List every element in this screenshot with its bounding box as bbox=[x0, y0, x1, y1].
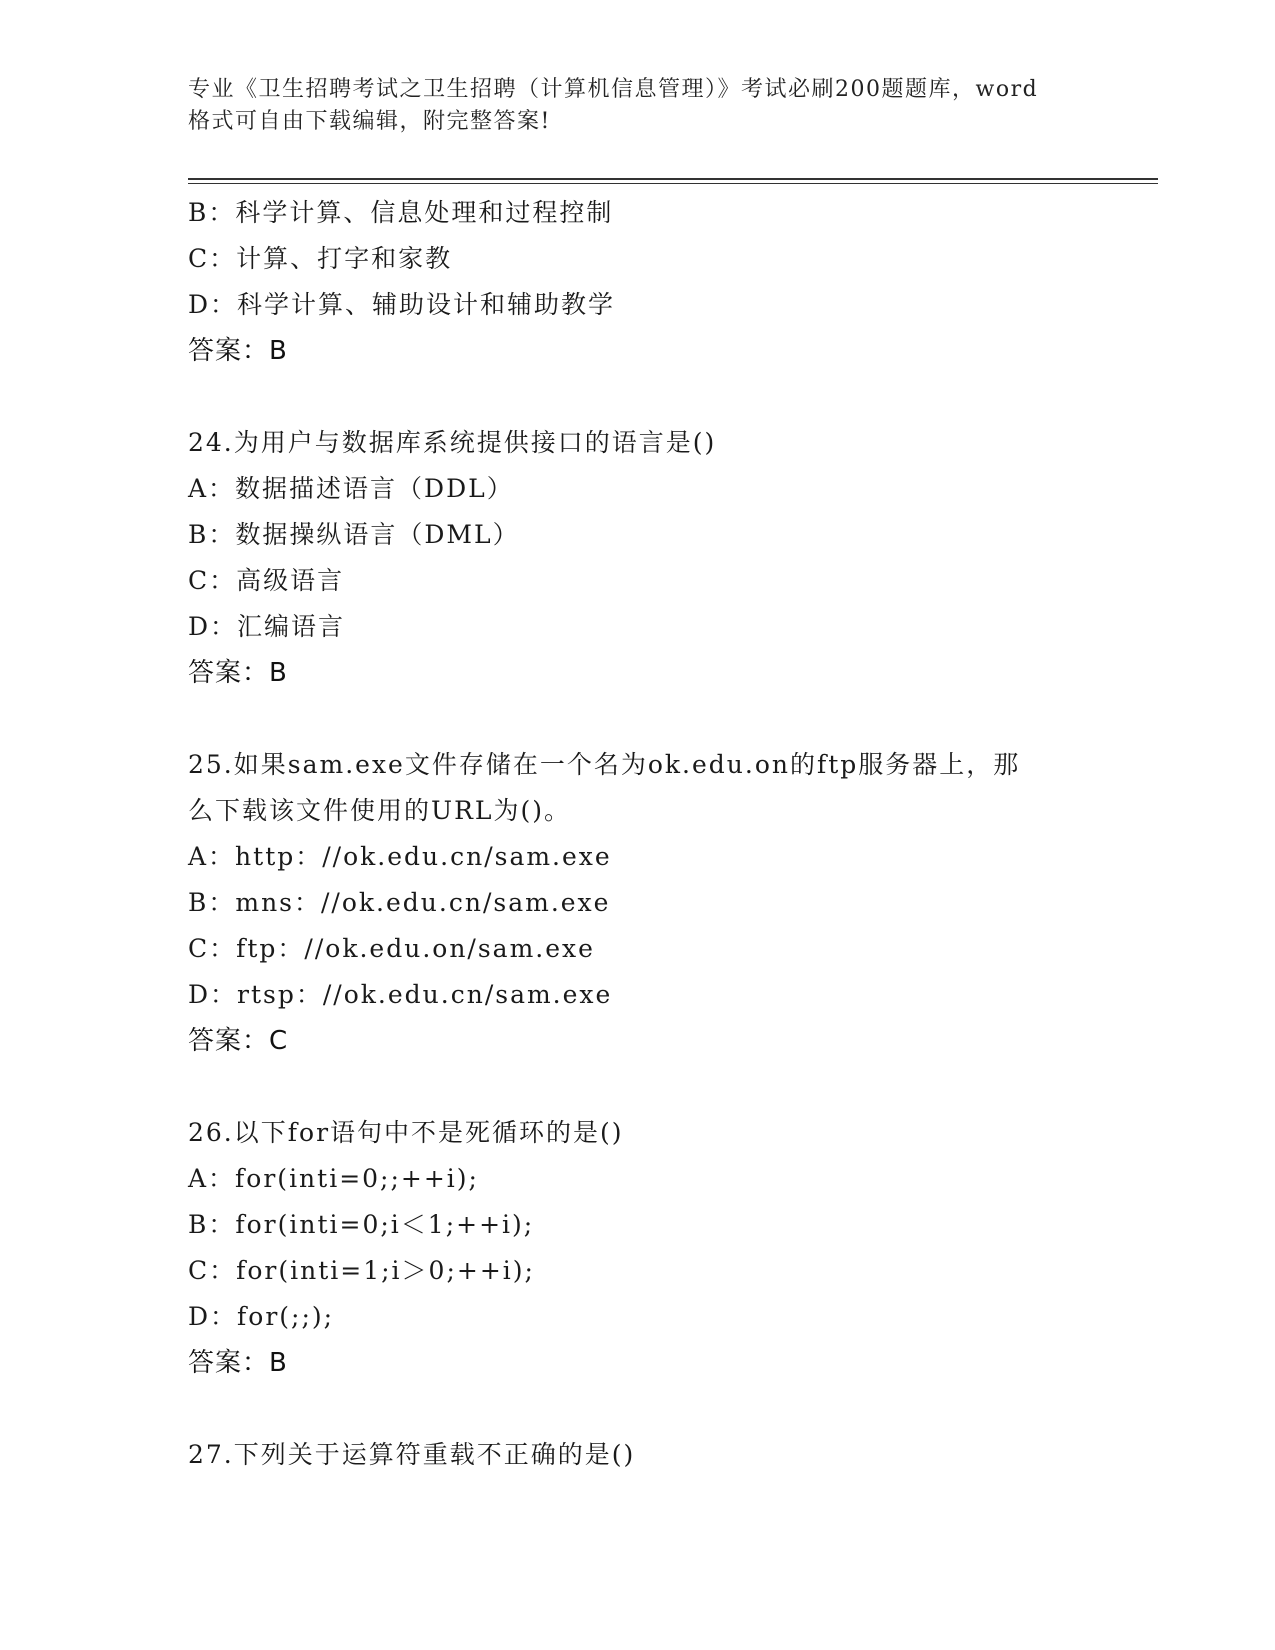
option-d: D：rtsp：//ok.edu.cn/sam.exe bbox=[188, 980, 613, 1009]
option-d: D：for(;;); bbox=[188, 1302, 335, 1331]
option-c: C：for(inti=1;i＞0;++i); bbox=[188, 1256, 535, 1285]
question-27 bbox=[188, 1432, 1088, 1478]
question-text-line-1: 25.如果sam.exe文件存储在一个名为ok.edu.on的ftp服务器上，那 bbox=[188, 750, 1021, 779]
spacer bbox=[188, 1064, 1088, 1110]
document-header bbox=[188, 74, 1088, 138]
header-divider-thin bbox=[188, 183, 1158, 184]
question-24 bbox=[188, 420, 1088, 696]
spacer bbox=[188, 1386, 1088, 1432]
header-divider-thick bbox=[188, 178, 1158, 180]
spacer bbox=[188, 374, 1088, 420]
option-a: A：数据描述语言（DDL） bbox=[188, 474, 514, 503]
question-text: 27.下列关于运算符重载不正确的是() bbox=[188, 1440, 636, 1469]
option-a: A：http：//ok.edu.cn/sam.exe bbox=[188, 842, 612, 871]
answer: 答案：B bbox=[188, 336, 288, 366]
option-b: B：科学计算、信息处理和过程控制 bbox=[188, 198, 614, 227]
option-b: B：for(inti=0;i＜1;++i); bbox=[188, 1210, 535, 1239]
option-c: C：ftp：//ok.edu.on/sam.exe bbox=[188, 934, 595, 963]
option-d: D：科学计算、辅助设计和辅助教学 bbox=[188, 290, 616, 319]
option-c: C：高级语言 bbox=[188, 566, 345, 595]
option-c: C：计算、打字和家教 bbox=[188, 244, 453, 273]
header-line-2: 格式可自由下载编辑，附完整答案! bbox=[188, 109, 551, 134]
option-a: A：for(inti=0;;++i); bbox=[188, 1164, 479, 1193]
header-line-1: 专业《卫生招聘考试之卫生招聘（计算机信息管理）》考试必刷200题题库，word bbox=[188, 77, 1039, 102]
question-list bbox=[188, 190, 1088, 1478]
answer: 答案：C bbox=[188, 1026, 289, 1056]
spacer bbox=[188, 696, 1088, 742]
answer: 答案：B bbox=[188, 658, 288, 688]
option-b: B：mns：//ok.edu.cn/sam.exe bbox=[188, 888, 611, 917]
question-text: 24.为用户与数据库系统提供接口的语言是() bbox=[188, 428, 717, 457]
option-b: B：数据操纵语言（DML） bbox=[188, 520, 520, 549]
question-25 bbox=[188, 742, 1088, 1064]
option-d: D：汇编语言 bbox=[188, 612, 346, 641]
question-text-line-2: 么下载该文件使用的URL为()。 bbox=[188, 796, 572, 825]
question-text: 26.以下for语句中不是死循环的是() bbox=[188, 1118, 624, 1147]
answer: 答案：B bbox=[188, 1348, 288, 1378]
question-26 bbox=[188, 1110, 1088, 1386]
question-23-tail bbox=[188, 190, 1088, 374]
